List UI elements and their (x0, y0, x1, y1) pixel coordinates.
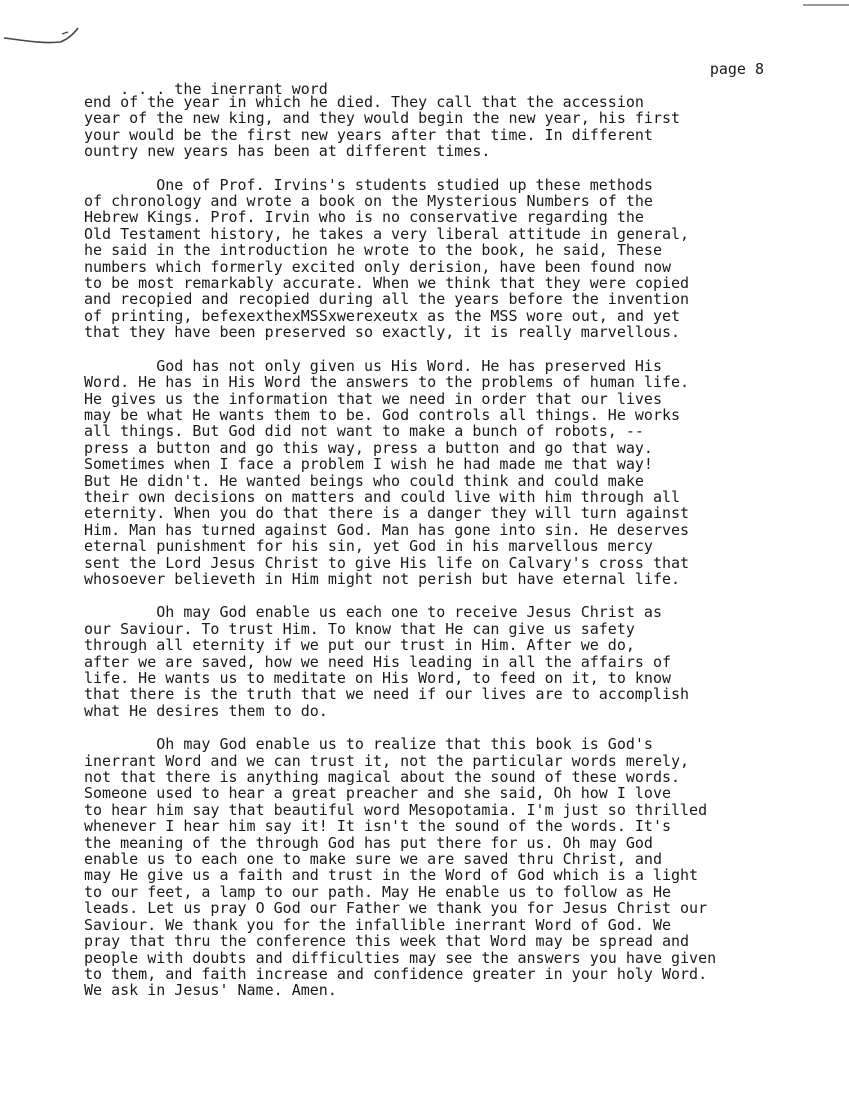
text-line: Sometimes when I face a problem I wish he had made me that way! (84, 455, 653, 474)
text-line: to be most remarkably accurate. When we think that they were copied (84, 274, 690, 293)
text-line: of printing, befexexthexMSSxwerexeutx as the MSS wore out, and yet (84, 306, 681, 325)
text-line: your would be the first new years after that time. In different (84, 125, 653, 144)
page-number: page 8 (709, 60, 764, 78)
text-line: Someone used to hear a great preacher and she said, Oh how I love (84, 784, 671, 803)
text-line: year of the new king, and they would begin the new year, his first (84, 109, 681, 128)
text-line: Word. He has in His Word the answers to the problems of human life. (84, 373, 690, 392)
text-line: God has not only given us His Word. He has preserved His (84, 356, 662, 375)
text-line: may He give us a faith and trust in the Word of God which is a light (84, 866, 699, 885)
text-line: life. He wants us to meditate on His Word, to feed on it, to know (84, 669, 671, 687)
text-line: to them, and faith increase and confidence greater in your holy Word. (84, 964, 708, 983)
text-line: Hebrew Kings. Prof. Irvin who is no conservative regarding the (84, 208, 644, 227)
text-line: that they have been preserved so exactly, it is really marvellous. (84, 323, 681, 342)
text-line: Oh may God enable us each one to receive Jesus Christ as (84, 603, 662, 622)
text-line: One of Prof. Irvins's students studied up these methods (84, 175, 653, 194)
text-line: and recopied and recopied during all the years before the invention (84, 290, 690, 309)
corner-mark (803, 4, 849, 6)
text-line: Saviour. We thank you for the infallible inerrant Word of God. We (84, 915, 671, 934)
text-line: the meaning of the through God has put there for us. Oh may God (84, 833, 653, 852)
text-line: We ask in Jesus' Name. Amen. (84, 981, 337, 1000)
text-line: through all eternity if we put our trust in Him. After we do, (84, 636, 635, 655)
text-line: press a button and go this way, press a button and go that way. (84, 438, 653, 457)
text-line: that there is the truth that we need if our lives are to accomplish (84, 685, 690, 704)
document-body (84, 94, 812, 1016)
text-line: all things. But God did not want to make a bunch of robots, -- (84, 422, 644, 441)
text-line: pray that thru the conference this week that Word may be spread and (84, 932, 690, 951)
text-line: ountry new years has been at different times. (84, 142, 491, 161)
text-line: sent the Lord Jesus Christ to give His life on Calvary's cross that (84, 553, 690, 572)
text-line: But He didn't. He wanted beings who could think and could make (84, 471, 644, 490)
text-line: whosoever believeth in Him might not perish but have eternal life. (84, 569, 681, 588)
pen-mark-icon (2, 18, 88, 48)
text-line: whenever I hear him say it! It isn't the sound of the words. It's (84, 817, 671, 836)
text-line: leads. Let us pray O God our Father we thank you for Jesus Christ our (84, 899, 708, 918)
text-line: our Saviour. To trust Him. To know that He can give us safety (84, 619, 635, 638)
text-line: their own decisions on matters and could live with him through all (84, 487, 681, 506)
text-line: numbers which formerly excited only derision, have been found now (84, 257, 671, 276)
text-line: inerrant Word and we can trust it, not the particular words merely, (84, 751, 690, 770)
paragraph (84, 358, 812, 588)
paragraph (84, 736, 812, 999)
paragraph (84, 604, 812, 719)
text-line: to our feet, a lamp to our path. May He enable us to follow as He (84, 882, 671, 901)
text-line: he said in the introduction he wrote to the book, he said, These (84, 241, 662, 260)
text-line: enable us to each one to make sure we are saved thru Christ, and (84, 850, 662, 869)
text-line: Oh may God enable us to realize that this book is God's (84, 735, 653, 754)
document-title: . . . the inerrant word (120, 80, 328, 98)
page-header (84, 59, 764, 98)
text-line: people with doubts and difficulties may see the answers you have given (84, 948, 717, 967)
text-line: Old Testament history, he takes a very liberal attitude in general, (84, 224, 690, 243)
text-line: end of the year in which he died. They call that the accession (84, 93, 644, 111)
text-line: what He desires them to do. (84, 701, 328, 720)
text-line: to hear him say that beautiful word Mesopotamia. I'm just so thrilled (84, 800, 708, 819)
paragraph (84, 94, 812, 160)
text-line: eternity. When you do that there is a danger they will turn against (84, 504, 690, 523)
text-line: of chronology and wrote a book on the Mysterious Numbers of the (84, 192, 653, 211)
paragraph (84, 177, 812, 341)
text-line: after we are saved, how we need His leading in all the affairs of (84, 652, 671, 671)
text-line: eternal punishment for his sin, yet God in his marvellous mercy (84, 537, 653, 556)
text-line: not that there is anything magical about the sound of these words. (84, 768, 681, 787)
text-line: Him. Man has turned against God. Man has gone into sin. He deserves (84, 520, 690, 539)
text-line: may be what He wants them to be. God controls all things. He works (84, 405, 681, 424)
text-line: He gives us the information that we need in order that our lives (84, 389, 662, 408)
